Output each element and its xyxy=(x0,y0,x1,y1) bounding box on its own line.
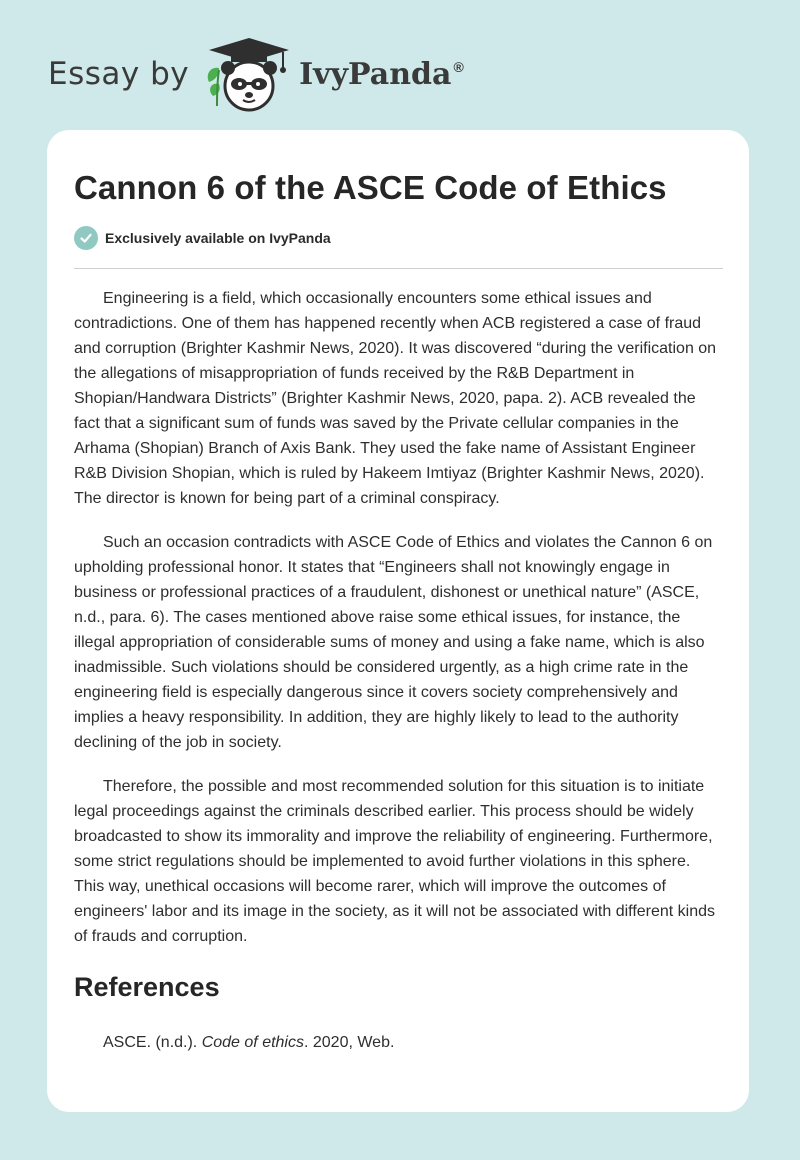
reference-rest: . 2020, Web. xyxy=(303,1034,395,1051)
brand-prefix: Essay by xyxy=(48,56,190,92)
check-icon xyxy=(74,226,98,250)
reference-title: Code of ethics xyxy=(201,1034,304,1051)
brand-name xyxy=(299,57,464,92)
paragraph-2: Such an occasion contradicts with ASCE Code of Ethics and violates the Cannon 6 on upholding professional honor. It states that “Engineers shall not knowingly engage in business or professional practices of a fraudulent, dishonest or unethical nature” (ASCE, n.d., para. 6). The cases mentioned above raise some ethical issues, for instance, the illegal appropriation of considerable sums of money and using a fake name, which is also inadmissible. Such violations should be considered urgently, as a high crime rate in the engineering field is especially dangerous since it covers society comprehensively and implies a heavy responsibility. In addition, they are highly likely to lead to the authority declining of the job in society. xyxy=(74,534,713,751)
brand-name-text: IvyPanda xyxy=(299,56,452,92)
divider xyxy=(74,268,723,269)
exclusive-label: Exclusively available on IvyPanda xyxy=(105,230,331,246)
article-body xyxy=(74,286,723,949)
paragraph-1: Engineering is a field, which occasionally encounters some ethical issues and contradictions. One of them has happened recently when ACB registered a case of fraud and corruption (Brighter Kashmir News, 2020). It was discovered “during the verification on the allegations of misappropriation of funds received by the R&B Department in Shopian/Handwara Districts” (Brighter Kashmir News, 2020, papa. 2). ACB revealed the fact that a significant sum of funds was saved by the Private cellular companies in the Arhama (Shopian) Branch of Axis Bank. They used the fake name of Assistant Engineer R&B Division Shopian, which is ruled by Hakeem Imtiyaz (Brighter Kashmir News, 2020). The director is known for being part of a criminal conspiracy. xyxy=(74,290,717,507)
references-heading: References xyxy=(74,972,220,1002)
panda-logo-icon xyxy=(203,34,295,114)
reference-item xyxy=(74,1030,723,1055)
reference-author: ASCE. (n.d.). xyxy=(103,1034,202,1051)
registered-mark: ® xyxy=(453,58,464,75)
article-card xyxy=(47,130,749,1112)
article-title: Cannon 6 of the ASCE Code of Ethics xyxy=(74,169,667,206)
brand-header xyxy=(48,34,464,114)
paragraph-3: Therefore, the possible and most recommended solution for this situation is to initiate legal proceedings against the criminals described earlier. This process should be widely broadcasted to show its immorality and improve the reliability of engineering. Furthermore, some strict regulations should be implemented to avoid further violations in this sphere. This way, unethical occasions will become rarer, which will improve the outcomes of engineers' labor and its image in the society, as it will not be associated with different kinds of frauds and corruption. xyxy=(74,778,716,945)
exclusive-badge xyxy=(74,226,723,250)
